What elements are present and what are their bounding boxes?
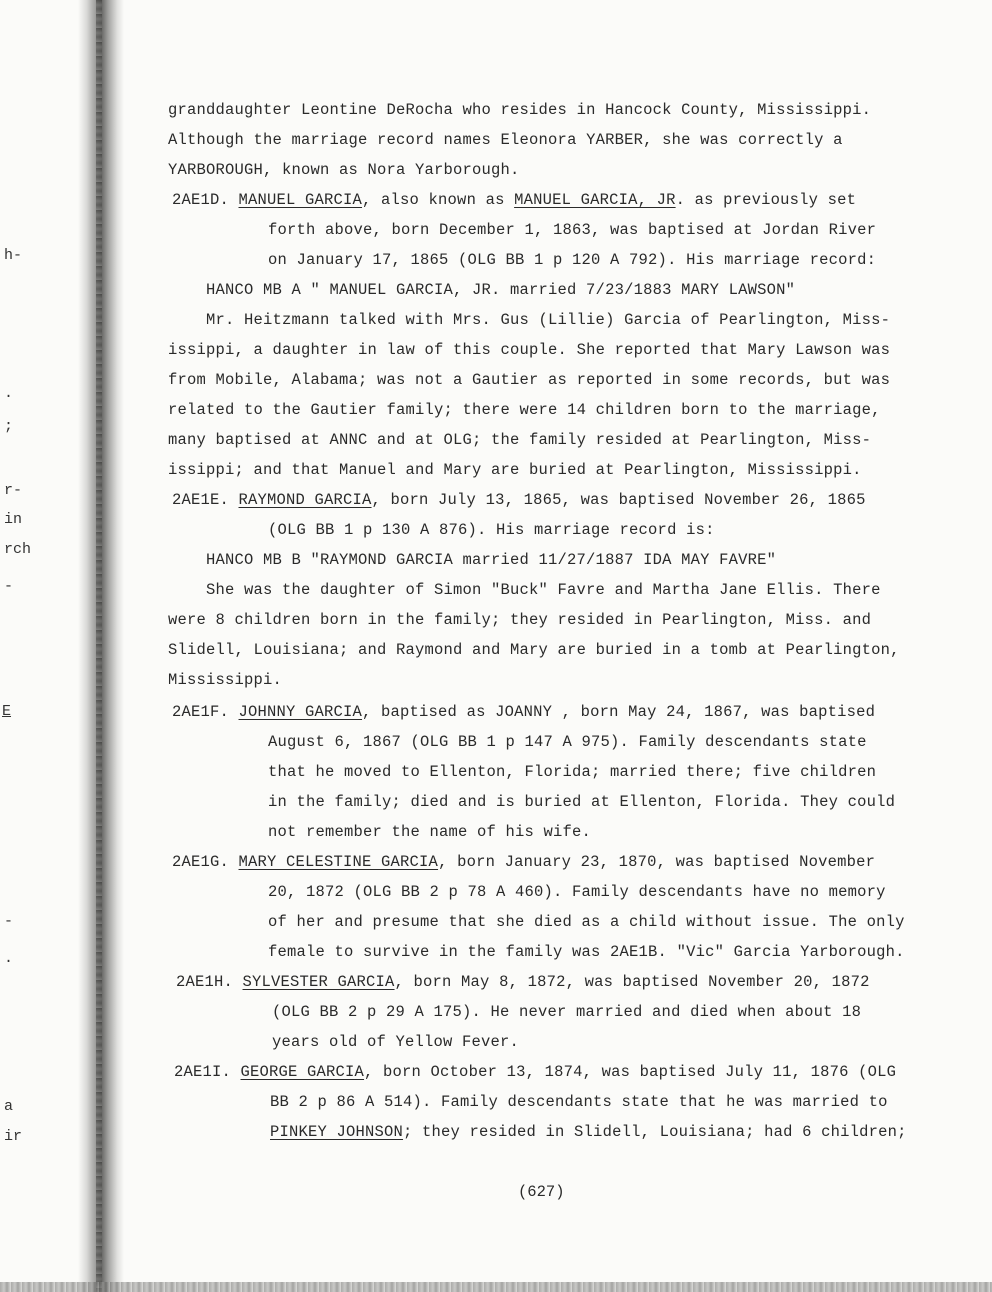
text-line (168, 100, 871, 120)
text-segment: , also known as (362, 191, 515, 209)
text-segment: issippi; and that Manuel and Mary are buried at Pearlington, Mississippi. (168, 461, 862, 479)
text-segment: (OLG BB 1 p 130 A 876). His marriage record is: (268, 521, 715, 539)
text-line (272, 1032, 519, 1052)
text-line (268, 732, 867, 752)
binding-spine (96, 0, 102, 1292)
text-line (206, 310, 890, 330)
text-line (168, 610, 871, 630)
text-line (270, 1122, 907, 1142)
underlined-name: MANUEL GARCIA (238, 191, 363, 209)
text-segment: were 8 children born in the family; they resided in Pearlington, Miss. and (168, 611, 872, 629)
text-segment: , born May 8, 1872, was baptised November 20, 1872 (394, 973, 870, 991)
text-segment: in the family; died and is buried at Ellenton, Florida. They could (268, 793, 896, 811)
text-line (168, 160, 520, 180)
text-line (206, 580, 881, 600)
text-segment: many baptised at ANNC and at OLG; the family resided at Pearlington, Miss- (168, 431, 872, 449)
text-line (206, 280, 795, 300)
underlined-name: RAYMOND GARCIA (238, 491, 372, 509)
text-segment: ; they resided in Slidell, Louisiana; had 6 children; (403, 1123, 907, 1141)
text-line (168, 370, 890, 390)
text-line (168, 640, 900, 660)
text-segment: 20, 1872 (OLG BB 2 p 78 A 460). Family descendants have no memory (268, 883, 886, 901)
text-line (268, 250, 876, 270)
text-segment: Mr. Heitzmann talked with Mrs. Gus (Lillie) Garcia of Pearlington, Miss- (206, 311, 891, 329)
text-segment: 2AE1E. (172, 491, 239, 509)
text-line (172, 190, 856, 210)
text-line (270, 1092, 888, 1112)
text-line (268, 220, 876, 240)
margin-fragment: - (4, 578, 14, 595)
page-number: (627) (518, 1183, 565, 1201)
text-segment: granddaughter Leontine DeRocha who resides in Hancock County, Mississippi. (168, 101, 872, 119)
text-segment: 2AE1H. (176, 973, 243, 991)
text-segment: HANCO MB A " MANUEL GARCIA, JR. married 7/23/1883 MARY LAWSON" (206, 281, 796, 299)
text-segment: Although the marriage record names Eleonora YARBER, she was correctly a (168, 131, 843, 149)
text-line (172, 490, 866, 510)
underlined-name: GEORGE GARCIA (240, 1063, 365, 1081)
text-line (168, 340, 890, 360)
margin-fragment: E (2, 703, 12, 720)
text-segment: , born July 13, 1865, was baptised November 26, 1865 (371, 491, 866, 509)
text-segment: August 6, 1867 (OLG BB 1 p 147 A 975). Family descendants state (268, 733, 867, 751)
text-segment: She was the daughter of Simon "Buck" Favre and Martha Jane Ellis. There (206, 581, 881, 599)
text-segment: 2AE1F. (172, 703, 239, 721)
text-segment: female to survive in the family was 2AE1B. "Vic" Garcia Yarborough. (268, 943, 905, 961)
text-segment: , baptised as JOANNY , born May 24, 1867, was baptised (362, 703, 876, 721)
text-segment: , born January 23, 1870, was baptised November (438, 853, 876, 871)
margin-fragment: - (4, 913, 14, 930)
text-line (168, 670, 282, 690)
margin-fragment: h- (4, 247, 23, 264)
text-segment: related to the Gautier family; there were 14 children born to the marriage, (168, 401, 881, 419)
text-segment: forth above, born December 1, 1863, was baptised at Jordan River (268, 221, 877, 239)
text-line (268, 942, 905, 962)
text-segment: issippi, a daughter in law of this couple. She reported that Mary Lawson was (168, 341, 891, 359)
margin-fragment: in (4, 511, 23, 528)
margin-fragment: a (4, 1098, 14, 1115)
text-line (174, 1062, 896, 1082)
text-segment: years old of Yellow Fever. (272, 1033, 520, 1051)
text-segment: not remember the name of his wife. (268, 823, 592, 841)
underlined-name: MANUEL GARCIA, JR (514, 191, 676, 209)
text-segment: that he moved to Ellenton, Florida; married there; five children (268, 763, 877, 781)
margin-fragment: r- (4, 482, 23, 499)
page-bottom-edge (0, 1282, 992, 1292)
text-line (268, 762, 876, 782)
text-segment: from Mobile, Alabama; was not a Gautier as reported in some records, but was (168, 371, 891, 389)
margin-fragment: rch (4, 541, 32, 558)
text-segment: , born October 13, 1874, was baptised July 11, 1876 (OLG (364, 1063, 897, 1081)
text-segment: 2AE1I. (174, 1063, 241, 1081)
text-line (268, 792, 895, 812)
text-line (268, 912, 905, 932)
text-line (172, 702, 875, 722)
underlined-name: JOHNNY GARCIA (238, 703, 363, 721)
text-segment: YARBOROUGH, known as Nora Yarborough. (168, 161, 520, 179)
text-segment: (OLG BB 2 p 29 A 175). He never married and died when about 18 (272, 1003, 862, 1021)
underlined-name: MARY CELESTINE GARCIA (238, 853, 439, 871)
text-segment: . as previously set (675, 191, 857, 209)
text-segment: Slidell, Louisiana; and Raymond and Mary are buried in a tomb at Pearlington, (168, 641, 900, 659)
text-line (268, 822, 591, 842)
text-segment: 2AE1D. (172, 191, 239, 209)
text-line (206, 550, 776, 570)
underlined-name: PINKEY JOHNSON (270, 1123, 404, 1141)
text-segment: Mississippi. (168, 671, 283, 689)
text-segment: HANCO MB B "RAYMOND GARCIA married 11/27/1887 IDA MAY FAVRE" (206, 551, 777, 569)
text-segment: on January 17, 1865 (OLG BB 1 p 120 A 792). His marriage record: (268, 251, 877, 269)
margin-fragment: . (4, 385, 14, 402)
text-line (168, 430, 871, 450)
text-line (168, 130, 843, 150)
text-line (168, 460, 862, 480)
text-segment: 2AE1G. (172, 853, 239, 871)
text-line (268, 882, 886, 902)
underlined-name: SYLVESTER GARCIA (242, 973, 395, 991)
text-line (272, 1002, 861, 1022)
margin-fragment: . (4, 950, 14, 967)
text-line (172, 852, 875, 872)
text-line (168, 400, 881, 420)
text-line (176, 972, 870, 992)
margin-fragment: ; (4, 418, 14, 435)
text-line (268, 520, 715, 540)
margin-fragment: ir (4, 1128, 23, 1145)
text-segment: of her and presume that she died as a child without issue. The only (268, 913, 905, 931)
text-segment: BB 2 p 86 A 514). Family descendants state that he was married to (270, 1093, 888, 1111)
